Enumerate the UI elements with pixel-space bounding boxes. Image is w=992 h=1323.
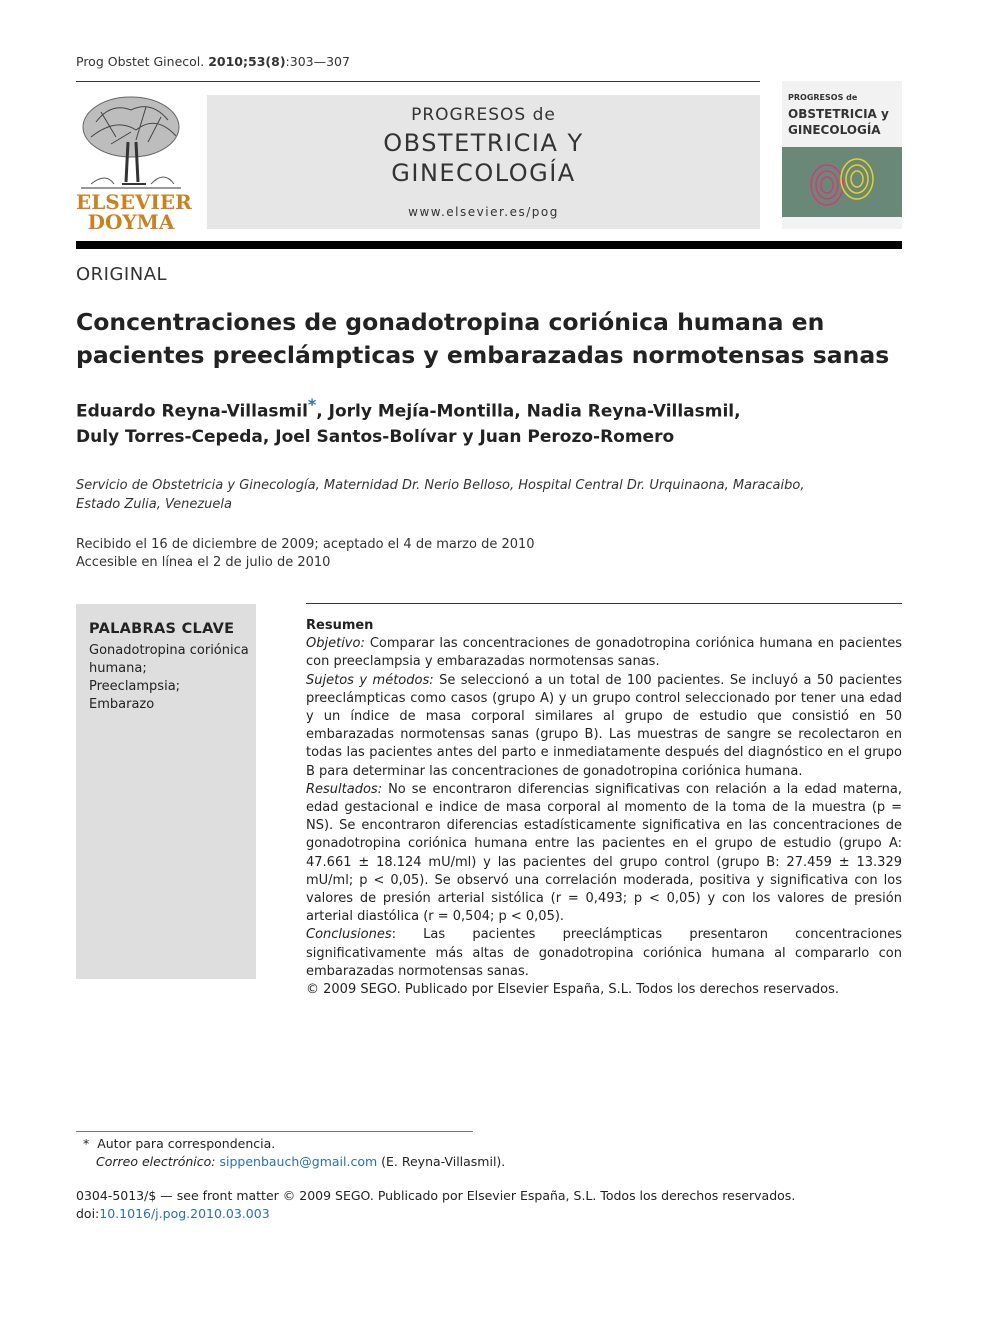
front-matter xyxy=(76,1187,795,1223)
abstract-rule xyxy=(306,603,902,604)
footnote-text: Autor para correspondencia. xyxy=(97,1136,276,1151)
header-thick-rule xyxy=(76,241,902,249)
citation-line xyxy=(76,54,350,69)
journal-banner xyxy=(207,95,760,229)
resultados-label: Resultados: xyxy=(306,781,383,797)
conclusiones-label: Conclusiones xyxy=(306,927,392,943)
resultados-text: No se encontraron diferencias significativas con relación a la edad materna, edad gestacional e indice de masa corporal al momento de la toma de la muestra (p = NS). Se encontraron diferencias estadísticamente significativa en las concentraciones de gonadotropina coriónica humana entre las pacientes en el grupo de estudio (grupo A: 47.661 ± 18.124 mU/ml) y las pacientes del grupo control (grupo B: 27.459 ± 13.329 mU/ml; p < 0,05). Se observó una correlación moderada, positiva y significativa con los valores de presión arterial sistólica (r = 0,493; p < 0,05) y con los valores de presión arterial diastólica (r = 0,504; p < 0,05). xyxy=(306,781,902,925)
corresponding-author-mark[interactable]: * xyxy=(307,395,317,414)
keywords-heading: PALABRAS CLAVE xyxy=(89,621,235,637)
abstract-heading: Resumen xyxy=(306,618,374,633)
journal-name-line2: OBSTETRICIA Y xyxy=(383,129,584,157)
affiliation: Servicio de Obstetricia y Ginecología, Maternidad Dr. Nerio Belloso, Hospital Central Dr. Urquinaona, Maracaibo, Estado Zulia, Venezuela xyxy=(76,478,805,512)
email-link[interactable]: sippenbauch@gmail.com xyxy=(219,1154,378,1169)
abstract-resultados xyxy=(306,781,902,927)
objetivo-label: Objetivo: xyxy=(306,636,365,652)
citation-pages: :303—307 xyxy=(285,54,350,69)
keyword-item: Preeclampsia; xyxy=(89,679,181,694)
header-rule xyxy=(76,81,760,82)
footnote-mark: * xyxy=(83,1136,90,1151)
tree-icon xyxy=(76,92,186,190)
author-list-rest: , Jorly Mejía-Montilla, Nadia Reyna-Villasmil, xyxy=(316,401,741,422)
section-label: ORIGINAL xyxy=(76,264,168,285)
issn-line: 0304-5013/$ — see front matter © 2009 SEGO. Publicado por Elsevier España, S.L. Todos los derechos reservados. xyxy=(76,1188,796,1203)
received-date: Recibido el 16 de diciembre de 2009; aceptado el 4 de marzo de 2010 xyxy=(76,537,535,552)
keyword-item: Gonadotropina coriónica humana; xyxy=(89,643,249,676)
abstract-conclusiones xyxy=(306,926,902,981)
doi-label: doi: xyxy=(76,1206,100,1221)
keyword-item: Embarazo xyxy=(89,697,155,712)
logo-text-doyma: DOYMA xyxy=(87,210,175,234)
cover-title-line1: PROGRESOS de xyxy=(788,93,858,102)
doi-link[interactable]: 10.1016/j.pog.2010.03.003 xyxy=(99,1206,270,1221)
footnote xyxy=(83,1135,505,1171)
journal-cover-image xyxy=(782,81,902,229)
article-title: Concentraciones de gonadotropina coriónica humana en pacientes preeclámpticas y embarazadas normotensas sanas xyxy=(76,308,890,369)
keywords-list xyxy=(89,642,254,714)
cover-title-line2: OBSTETRICIA y xyxy=(788,107,889,121)
online-date: Accesible en línea el 2 de julio de 2010 xyxy=(76,555,331,570)
sujetos-text: Se seleccionó a un total de 100 pacientes. Se incluyó a 50 pacientes preeclámpticas como casos (grupo A) y un grupo control seleccionado por tener una edad y un índice de masa corporal similares al grupo de estudio que consistió en 50 embarazadas normotensas sanas (grupo B). Las muestras de sangre se recolectaron en todas las pacientes antes del parto e inmediatamente después del diagnóstico en el grupo B para determinar las concentraciones de gonadotropina coriónica humana. xyxy=(306,672,902,779)
journal-url[interactable]: www.elsevier.es/pog xyxy=(408,205,559,219)
author-list-line2: Duly Torres-Cepeda, Joel Santos-Bolívar y Juan Perozo-Romero xyxy=(76,426,675,447)
abstract-copyright: © 2009 SEGO. Publicado por Elsevier España, S.L. Todos los derechos reservados. xyxy=(306,982,840,998)
citation-year-volume: 2010;53(8) xyxy=(208,54,286,69)
keywords-box xyxy=(76,604,256,979)
abstract xyxy=(306,617,902,999)
abstract-objetivo xyxy=(306,635,902,671)
author-list xyxy=(76,392,902,450)
objetivo-text: Comparar las concentraciones de gonadotropina coriónica humana en pacientes con preeclampsia y embarazadas normotensas sanas. xyxy=(306,636,902,670)
logo-text-elsevier: ELSEVIER xyxy=(76,190,192,214)
cover-artwork-icon xyxy=(782,147,902,229)
abstract-sujetos xyxy=(306,672,902,781)
email-owner: (E. Reyna-Villasmil). xyxy=(377,1154,506,1169)
footnote-rule xyxy=(76,1131,473,1132)
email-label: Correo electrónico: xyxy=(96,1154,216,1169)
author-first: Eduardo Reyna-Villasmil xyxy=(76,401,308,422)
journal-name-line3: GINECOLOGÍA xyxy=(391,159,576,187)
conclusiones-text: : Las pacientes preeclámpticas presentaron concentraciones significativamente más altas de gonadotropina coriónica humana al compararlo con embarazadas normotensas sanas. xyxy=(306,927,902,979)
article-dates xyxy=(76,536,836,572)
sujetos-label: Sujetos y métodos: xyxy=(306,672,434,688)
journal-name-line1: PROGRESOS de xyxy=(411,105,556,125)
cover-title-line3: GINECOLOGÍA xyxy=(788,123,881,137)
elsevier-doyma-logo xyxy=(76,92,192,234)
citation-journal: Prog Obstet Ginecol. xyxy=(76,54,205,69)
